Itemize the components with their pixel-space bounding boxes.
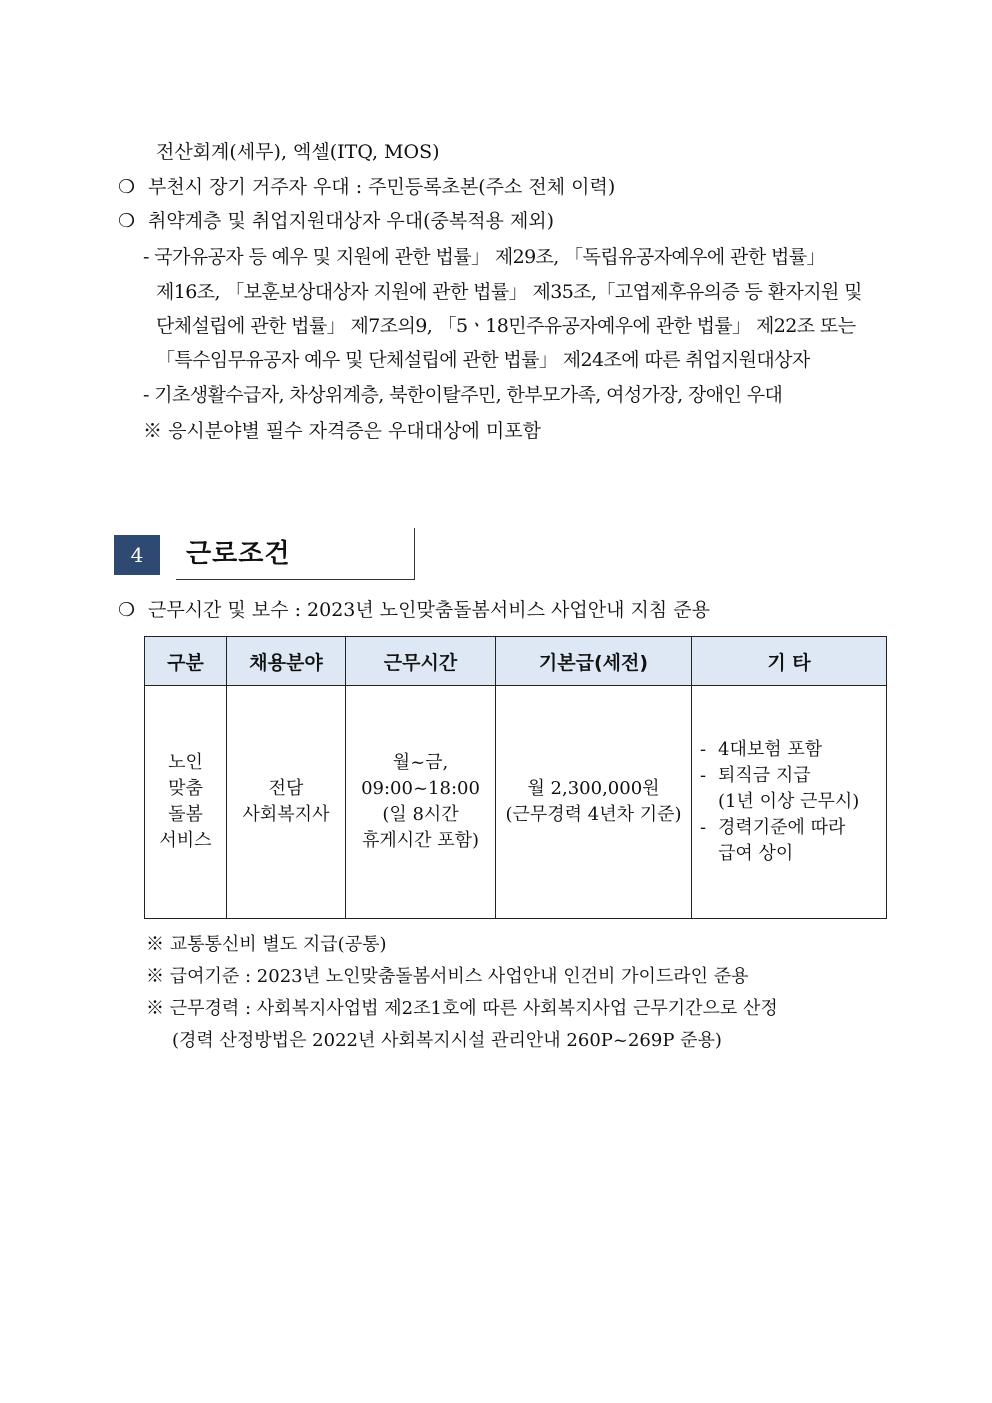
cell-hours: 월~금, 09:00~18:00 (일 8시간 휴게시간 포함) <box>346 686 496 919</box>
law-text-4: 「특수임무유공자 예우 및 단체설립에 관한 법률」 제24조에 따른 취업지원대상자 <box>156 349 810 371</box>
work-conditions-table <box>144 636 887 919</box>
work-conditions-text: 근무시간 및 보수 : 2023년 노인맞춤돌봄서비스 사업안내 지침 준용 <box>148 599 710 621</box>
license-note-text: 응시분야별 필수 자격증은 우대대상에 미포함 <box>168 420 541 442</box>
dash-marker: - <box>143 384 149 406</box>
note-transport: ※ 교통통신비 별도 지급(공통) <box>146 934 387 955</box>
cell-field: 전담 사회복지사 <box>227 686 346 919</box>
etc-item-severance-note: (1년 이상 근무시) <box>718 791 860 812</box>
preference-bullet-residence <box>118 174 615 200</box>
circle-bullet-icon: ❍ <box>118 599 136 621</box>
etc-item-severance: - 퇴직금 지급 <box>700 765 811 786</box>
law-list-line-1 <box>143 244 825 270</box>
law-text-2: 제16조, 「보훈보상대상자 지원에 관한 법률」 제35조,「고엽제후유의증 등 환자지원 및 <box>156 281 862 303</box>
law-list-line-4 <box>156 347 810 373</box>
header-hours: 근무시간 <box>346 637 496 686</box>
reference-mark-icon: ※ <box>146 934 164 955</box>
etc-item-insurance: - 4대보험 포함 <box>700 739 823 760</box>
header-etc: 기 타 <box>692 637 887 686</box>
section-title: 근로조건 <box>186 539 291 569</box>
law-list-line-2 <box>156 279 862 305</box>
preference-residence-text: 부천시 장기 거주자 우대 : 주민등록초본(주소 전체 이력) <box>148 176 616 198</box>
license-note-line <box>143 418 541 444</box>
vulnerable-groups-text: 기초생활수급자, 차상위계층, 북한이탈주민, 한부모가족, 여성가장, 장애인 우대 <box>154 384 783 406</box>
law-text-1: 국가유공자 등 예우 및 지원에 관한 법률」 제29조, 「독립유공자예우에 관한 법률」 <box>154 246 825 268</box>
qualification-line <box>156 139 440 165</box>
table-header-row <box>145 637 887 686</box>
circle-bullet-icon: ❍ <box>118 210 136 232</box>
reference-mark-icon: ※ <box>146 998 164 1019</box>
preference-vulnerable-text: 취약계층 및 취업지원대상자 우대(중복적용 제외) <box>148 210 555 232</box>
table-row <box>145 686 887 919</box>
work-conditions-bullet <box>118 597 710 623</box>
header-category: 구분 <box>145 637 227 686</box>
cell-etc <box>692 686 887 919</box>
note-career: ※ 근무경력 : 사회복지사업법 제2조1호에 따른 사회복지사업 근무기간으로 산정 <box>146 998 778 1019</box>
note-career-continued: (경력 산정방법은 2022년 사회복지시설 관리안내 260P~269P 준용) <box>172 1030 722 1051</box>
header-base-pay: 기본급(세전) <box>496 637 692 686</box>
cell-base-pay: 월 2,300,000원 (근무경력 4년차 기준) <box>496 686 692 919</box>
law-text-3: 단체설립에 관한 법률」 제7조의9, 「5ㆍ18민주유공자예우에 관한 법률」 제22조 또는 <box>156 315 856 337</box>
cell-category: 노인 맞춤 돌봄 서비스 <box>145 686 227 919</box>
circle-bullet-icon: ❍ <box>118 176 136 198</box>
qualification-text: 전산회계(세무), 엑셀(ITQ, MOS) <box>156 141 440 163</box>
preference-bullet-vulnerable <box>118 208 554 234</box>
section-number-badge: 4 <box>114 535 160 575</box>
reference-mark-icon: ※ <box>146 966 164 987</box>
dash-marker: - <box>143 246 149 268</box>
etc-item-career-note: 급여 상이 <box>718 843 794 864</box>
reference-mark-icon: ※ <box>143 420 163 442</box>
note-pay-standard: ※ 급여기준 : 2023년 노인맞춤돌봄서비스 사업안내 인건비 가이드라인 준용 <box>146 966 749 987</box>
etc-item-career: - 경력기준에 따라 <box>700 817 846 838</box>
vulnerable-groups-line <box>143 382 782 408</box>
law-list-line-3 <box>156 313 855 339</box>
header-field: 채용분야 <box>227 637 346 686</box>
